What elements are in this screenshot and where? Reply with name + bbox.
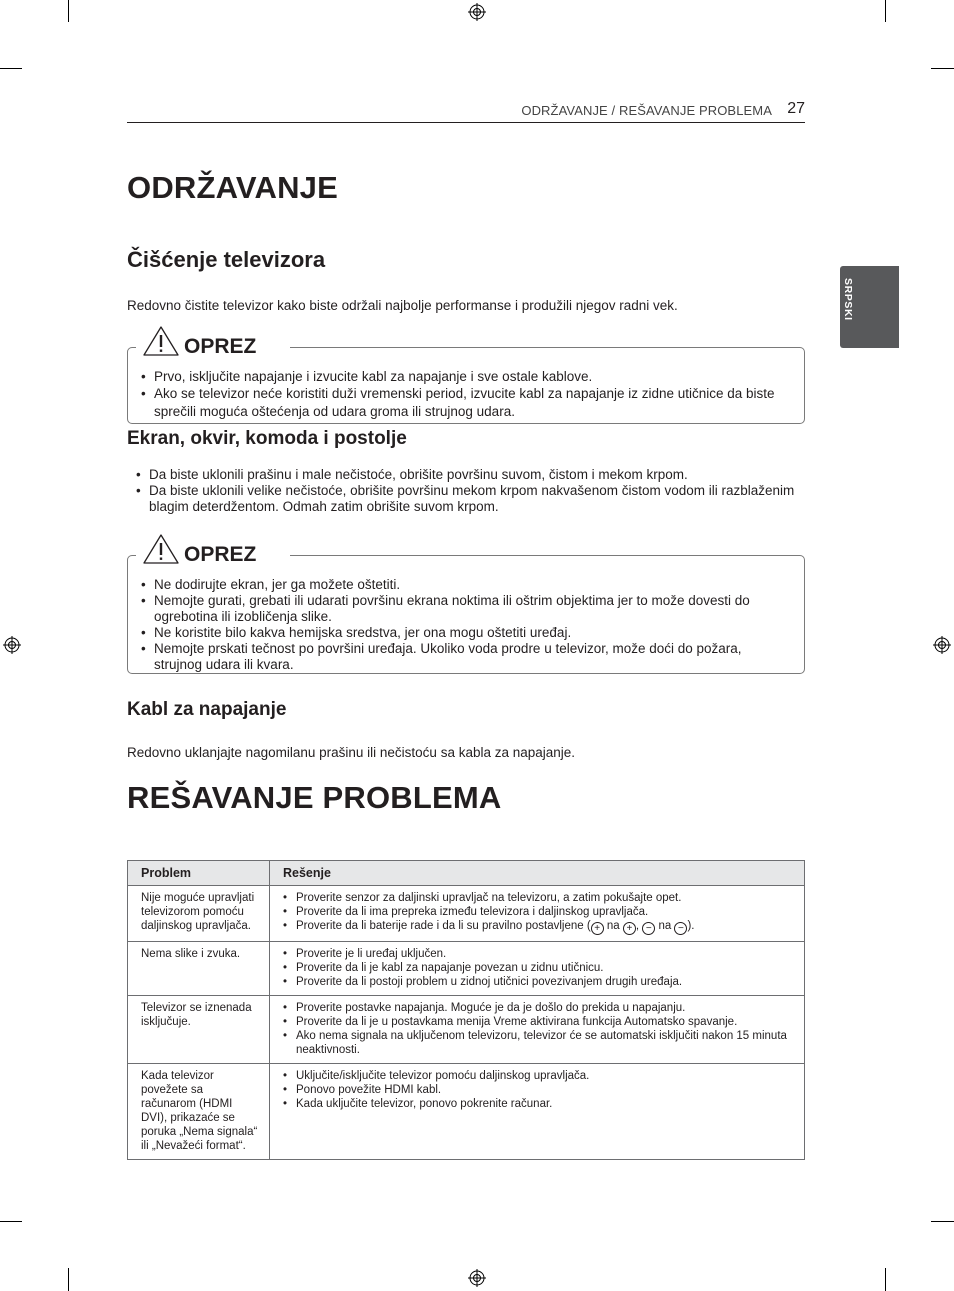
list-item: • Proverite da li postoji problem u zidnoj utičnici povezivanjem drugih uređaja. — [283, 975, 794, 989]
list-item: • Ako nema signala na uključenom televizoru, televizor će se automatski isključiti nakon 15 minuta neaktivnosti. — [283, 1029, 794, 1057]
column-header-solution: Rešenje — [270, 861, 805, 886]
caution-list — [141, 369, 791, 421]
list-item: • Ako se televizor neće koristiti duži vremenski period, izvucite kabl za napajanje iz zidne utičnice da biste sprečili moguća oštećenja od udara groma ili strujnog udara. — [141, 385, 791, 421]
solution-cell — [270, 1064, 805, 1160]
list-item: • Da biste uklonili velike nečistoće, obrišite površinu mekom krpom nakvašenom čistom vodom ili razblaženim blagim deterdžentom. Odmah zatim obrišite suvom krpom. — [136, 483, 796, 515]
cleaning-heading: Čišćenje televizora — [127, 247, 326, 272]
list-item: • Prvo, isključite napajanje i izvucite kabl za napajanje i sve ostale kablove. — [141, 369, 791, 385]
battery-text: na — [603, 920, 623, 932]
battery-text: Proverite da li baterije rade i da li su pravilno postavljene ( — [296, 920, 591, 932]
crop-mark — [885, 0, 886, 22]
list-item: • Ne koristite bilo kakva hemijska sredstva, jer ona mogu oštetiti uređaj. — [141, 625, 791, 641]
language-tab — [840, 266, 899, 348]
problem-cell: Kada televizor povežete sa računarom (HDMI DVI), prikazaće se poruka „Nema signala“ ili „Nevažeći format“. — [128, 1064, 270, 1160]
warning-icon — [142, 533, 180, 565]
crop-mark — [68, 0, 69, 22]
cable-text: Redovno uklanjajte nagomilanu prašinu ili nečistoću sa kabla za napajanje. — [127, 745, 576, 760]
list-item: • Proverite da li je kabl za napajanje povezan u zidnu utičnicu. — [283, 961, 794, 975]
list-item: • Nemojte prskati tečnost po površini uređaja. Ukoliko voda prodre u televizor, može doći do požara, strujnog udara ili kvara. — [141, 641, 791, 673]
table-row — [128, 996, 805, 1064]
list-item: • Kada uključite televizor, ponovo pokrenite računar. — [283, 1097, 794, 1111]
solution-cell — [270, 942, 805, 996]
list-item: • Da biste uklonili prašinu i male nečistoće, obrišite površinu suvom, čistom i mekom krpom. — [136, 467, 796, 483]
problem-cell: Nema slike i zvuka. — [128, 942, 270, 996]
list-item: • Ponovo povežite HDMI kabl. — [283, 1083, 794, 1097]
battery-minus-icon: − — [642, 922, 655, 935]
table-row — [128, 886, 805, 942]
page-number: 27 — [787, 100, 805, 117]
battery-text: , — [635, 920, 643, 932]
caution-list — [141, 577, 791, 673]
problem-cell: Televizor se iznenada isključuje. — [128, 996, 270, 1064]
screen-list — [136, 467, 796, 515]
crop-mark — [0, 68, 22, 69]
list-item: • Proverite da li je u postavkama menija Vreme aktivirana funkcija Automatsko spavanje. — [283, 1015, 794, 1029]
caution-header — [136, 325, 290, 359]
registration-mark-icon — [3, 636, 21, 654]
battery-text: ). — [687, 920, 695, 932]
list-item: • Uključite/isključite televizor pomoću daljinskog upravljača. — [283, 1069, 794, 1083]
list-item: • Proverite da li ima prepreka između televizora i daljinskog upravljača. — [283, 905, 794, 919]
section-title-troubleshooting: REŠAVANJE PROBLEMA — [127, 780, 502, 815]
section-title: ODRŽAVANJE / REŠAVANJE PROBLEMA — [521, 103, 772, 118]
list-item: • Proverite je li uređaj uključen. — [283, 947, 794, 961]
registration-mark-icon — [468, 1269, 486, 1287]
battery-plus-icon: + — [591, 922, 604, 935]
cleaning-intro: Redovno čistite televizor kako biste održali najbolje performanse i produžili njegov radni vek. — [127, 298, 678, 313]
caution-label: OPREZ — [184, 335, 257, 358]
list-item: • Ne dodirujte ekran, jer ga možete oštetiti. — [141, 577, 791, 593]
language-tab-label: SRPSKI — [842, 278, 854, 321]
warning-icon — [142, 325, 180, 357]
battery-plus-icon: + — [623, 922, 636, 935]
list-item — [283, 919, 794, 935]
caution-box — [127, 543, 805, 674]
table-row — [128, 1064, 805, 1160]
caution-label: OPREZ — [184, 543, 257, 566]
cable-heading: Kabl za napajanje — [127, 699, 287, 720]
troubleshooting-table — [127, 860, 805, 1160]
list-item: • Nemojte gurati, grebati ili udarati površinu ekrana noktima ili oštrim objektima jer to može dovesti do ogrebotina ili izobličenja slike. — [141, 593, 791, 625]
list-item: • Proverite postavke napajanja. Moguće je da je došlo do prekida u napajanju. — [283, 1001, 794, 1015]
crop-mark — [931, 1221, 954, 1222]
screen-heading: Ekran, okvir, komoda i postolje — [127, 428, 407, 449]
crop-mark — [68, 1268, 69, 1291]
caution-header — [136, 533, 290, 567]
table-header-row — [128, 861, 805, 886]
caution-box — [127, 335, 805, 424]
solution-cell — [270, 996, 805, 1064]
crop-mark — [931, 68, 954, 69]
table-row — [128, 942, 805, 996]
running-header — [127, 100, 805, 123]
battery-minus-icon: − — [674, 922, 687, 935]
column-header-problem: Problem — [128, 861, 270, 886]
battery-text: na — [655, 920, 675, 932]
crop-mark — [885, 1268, 886, 1291]
crop-mark — [0, 1221, 22, 1222]
registration-mark-icon — [468, 3, 486, 21]
registration-mark-icon — [933, 636, 951, 654]
solution-cell — [270, 886, 805, 942]
problem-cell: Nije moguće upravljati televizorom pomoću daljinskog upravljača. — [128, 886, 270, 942]
page-title: ODRŽAVANJE — [127, 170, 338, 205]
list-item: • Proverite senzor za daljinski upravljač na televizoru, a zatim pokušajte opet. — [283, 891, 794, 905]
